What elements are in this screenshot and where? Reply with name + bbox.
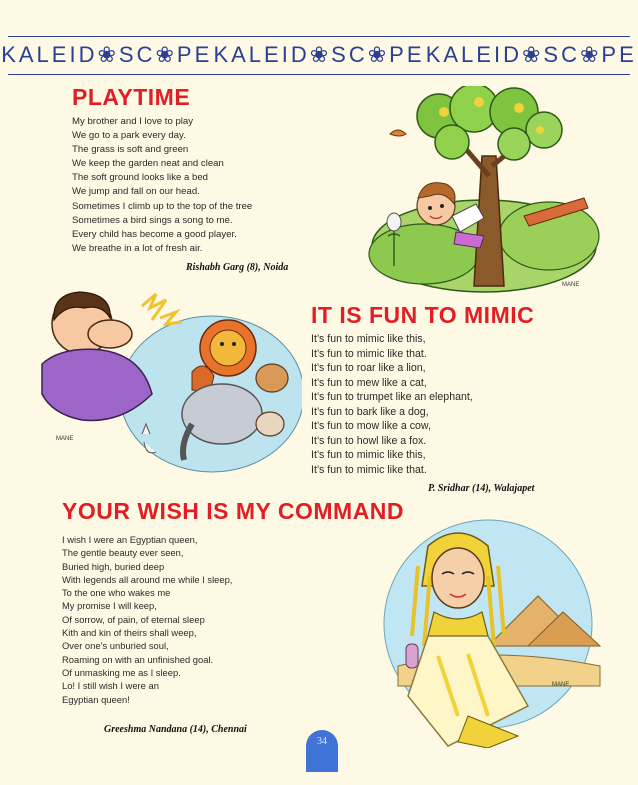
masthead-top-rule <box>8 36 630 37</box>
poem-line: Roaming on with an unfinished goal. <box>62 653 214 665</box>
poem-line: It’s fun to mimic like that. <box>311 347 427 360</box>
wish-title: YOUR WISH IS MY COMMAND <box>62 498 405 524</box>
poem-line: Over one’s unburied soul, <box>62 640 169 652</box>
poem-line: It’s fun to mew like a cat, <box>311 376 427 389</box>
masthead-word: KALEID❀SC❀PE <box>1 42 213 67</box>
wish-poem <box>62 533 232 706</box>
masthead-bottom-rule <box>8 74 630 75</box>
poem-line: The gentle beauty ever seen, <box>62 547 184 559</box>
poem-line: Of unmasking me as I sleep. <box>62 666 181 678</box>
masthead-word: KALEID❀SC❀PE <box>425 42 637 67</box>
poem-line: We keep the garden neat and clean <box>72 158 224 170</box>
poem-line: To the one who wakes me <box>62 587 171 599</box>
poem-line: Every child has become a good player. <box>72 228 237 240</box>
illustration-signature: MANE <box>562 282 580 288</box>
poem-line: Kith and kin of theirs shall weep, <box>62 627 197 639</box>
tree-climbing-boy-illustration <box>364 86 604 296</box>
mimic-title: IT IS FUN TO MIMIC <box>311 302 535 328</box>
poem-line: With legends all around me while I sleep, <box>62 573 233 585</box>
playtime-poem <box>72 115 252 256</box>
poem-line: My promise I will keep, <box>62 600 157 612</box>
poem-line: We jump and fall on our head. <box>72 186 200 198</box>
poem-line: It’s fun to mow like a cow, <box>311 420 431 432</box>
page-number-tab <box>306 730 338 772</box>
playtime-title: PLAYTIME <box>72 84 191 110</box>
poem-line: Buried high, buried deep <box>62 560 165 572</box>
masthead-word: KALEID❀SC❀PE <box>213 42 425 67</box>
masthead <box>0 38 638 72</box>
poem-line: It’s fun to trumpet like an elephant, <box>311 391 473 403</box>
poem-line: Lo! I still wish I were an <box>62 680 159 692</box>
poem-line: It’s fun to mimic like this, <box>311 333 426 345</box>
poem-line: Of sorrow, of pain, of eternal sleep <box>62 613 205 625</box>
poem-line: My brother and I love to play <box>72 116 194 127</box>
poem-line: It’s fun to bark like a dog, <box>311 405 429 418</box>
poem-line: The grass is soft and green <box>72 144 189 156</box>
illustration-signature: MANE <box>552 682 570 688</box>
page-number: 34 <box>317 736 327 747</box>
boy-mimicking-animals-illustration <box>32 284 302 474</box>
mimic-poem <box>311 332 473 477</box>
wish-credit: Greeshma Nandana (14), Chennai <box>104 724 247 735</box>
poem-line: The soft ground looks like a bed <box>72 172 208 184</box>
poem-line: It’s fun to mimic like that. <box>311 463 427 476</box>
poem-line: Egyptian queen! <box>62 693 130 705</box>
poem-line: It’s fun to howl like a fox. <box>311 434 427 447</box>
poem-line: It’s fun to roar like a lion, <box>311 362 426 374</box>
poem-line: We breathe in a lot of fresh air. <box>72 242 203 254</box>
poem-line: I wish I were an Egyptian queen, <box>62 534 198 545</box>
poem-line: Sometimes a bird sings a song to me. <box>72 214 233 226</box>
illustration-signature: MANE <box>56 436 74 442</box>
poem-line: Sometimes I climb up to the top of the tree <box>72 200 253 212</box>
playtime-credit: Rishabh Garg (8), Noida <box>186 262 289 273</box>
egyptian-queen-illustration <box>338 516 618 748</box>
poem-line: We go to a park every day. <box>72 130 186 142</box>
mimic-credit: P. Sridhar (14), Walajapet <box>428 483 535 494</box>
poem-line: It’s fun to mimic like this, <box>311 449 426 461</box>
